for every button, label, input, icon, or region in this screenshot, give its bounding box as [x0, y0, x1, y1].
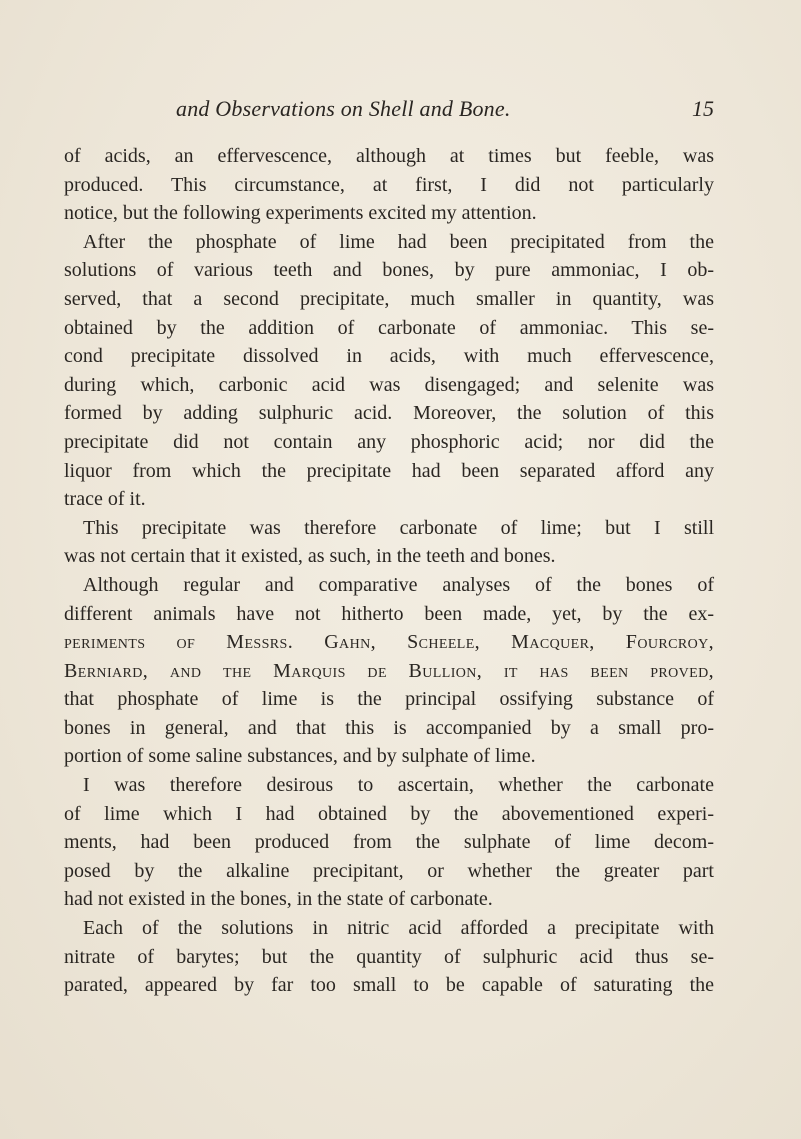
text-line: liquor from which the precipitate had been separated afford any — [64, 459, 714, 482]
text-line: of lime which I had obtained by the abovementioned experi- — [64, 802, 714, 825]
text-line: This precipitate was therefore carbonate of lime; but I still — [83, 516, 714, 539]
text-line: had not existed in the bones, in the state of carbonate. — [64, 888, 493, 911]
text-line: posed by the alkaline precipitant, or whether the greater part — [64, 859, 714, 882]
text-line: bones in general, and that this is accompanied by a small pro- — [64, 716, 714, 739]
text-line: Each of the solutions in nitric acid afforded a precipitate with — [83, 917, 714, 940]
text-line: of acids, an effervescence, although at times but feeble, was — [64, 145, 714, 167]
text-line: portion of some saline substances, and by sulphate of lime. — [64, 745, 536, 768]
text-line: Although regular and comparative analyses of the bones of — [83, 573, 714, 596]
text-line: different animals have not hitherto been made, yet, by the ex- — [64, 602, 714, 625]
running-head: and Observations on Shell and Bone. — [176, 96, 511, 121]
text-line: precipitate did not contain any phosphoric acid; nor did the — [64, 430, 714, 453]
text-line: parated, appeared by far too small to be capable of saturating the — [64, 974, 714, 997]
text-line: notice, but the following experiments excited my attention. — [64, 202, 537, 225]
text-line: during which, carbonic acid was disengaged; and selenite was — [64, 373, 714, 396]
text-line: trace of it. — [64, 488, 146, 511]
text-line: served, that a second precipitate, much smaller in quantity, was — [64, 287, 714, 310]
text-line: I was therefore desirous to ascertain, whether the carbonate — [83, 774, 714, 797]
text-line: Berniard, and the Marquis de Bullion, it has been proved, — [64, 659, 714, 682]
text-line: periments of Messrs. Gahn, Scheele, Macquer, Fourcroy, — [64, 631, 714, 654]
text-line: cond precipitate dissolved in acids, with much effervescence, — [64, 345, 714, 368]
text-line: was not certain that it existed, as such, in the teeth and bones. — [64, 545, 556, 568]
text-line: nitrate of barytes; but the quantity of sulphuric acid thus se- — [64, 945, 714, 968]
text-line: obtained by the addition of carbonate of ammoniac. This se- — [64, 316, 714, 339]
text-line: ments, had been produced from the sulphate of lime decom- — [64, 831, 714, 854]
page-number: 15 — [692, 96, 714, 121]
text-line: that phosphate of lime is the principal ossifying substance of — [64, 688, 714, 711]
body-text — [64, 142, 714, 1000]
text-line: After the phosphate of lime had been precipitated from the — [83, 230, 714, 253]
page-header — [64, 96, 714, 128]
text-line: formed by adding sulphuric acid. Moreover, the solution of this — [64, 402, 714, 425]
text-line: produced. This circumstance, at first, I did not particularly — [64, 173, 714, 196]
text-line: solutions of various teeth and bones, by pure ammoniac, I ob- — [64, 259, 714, 282]
